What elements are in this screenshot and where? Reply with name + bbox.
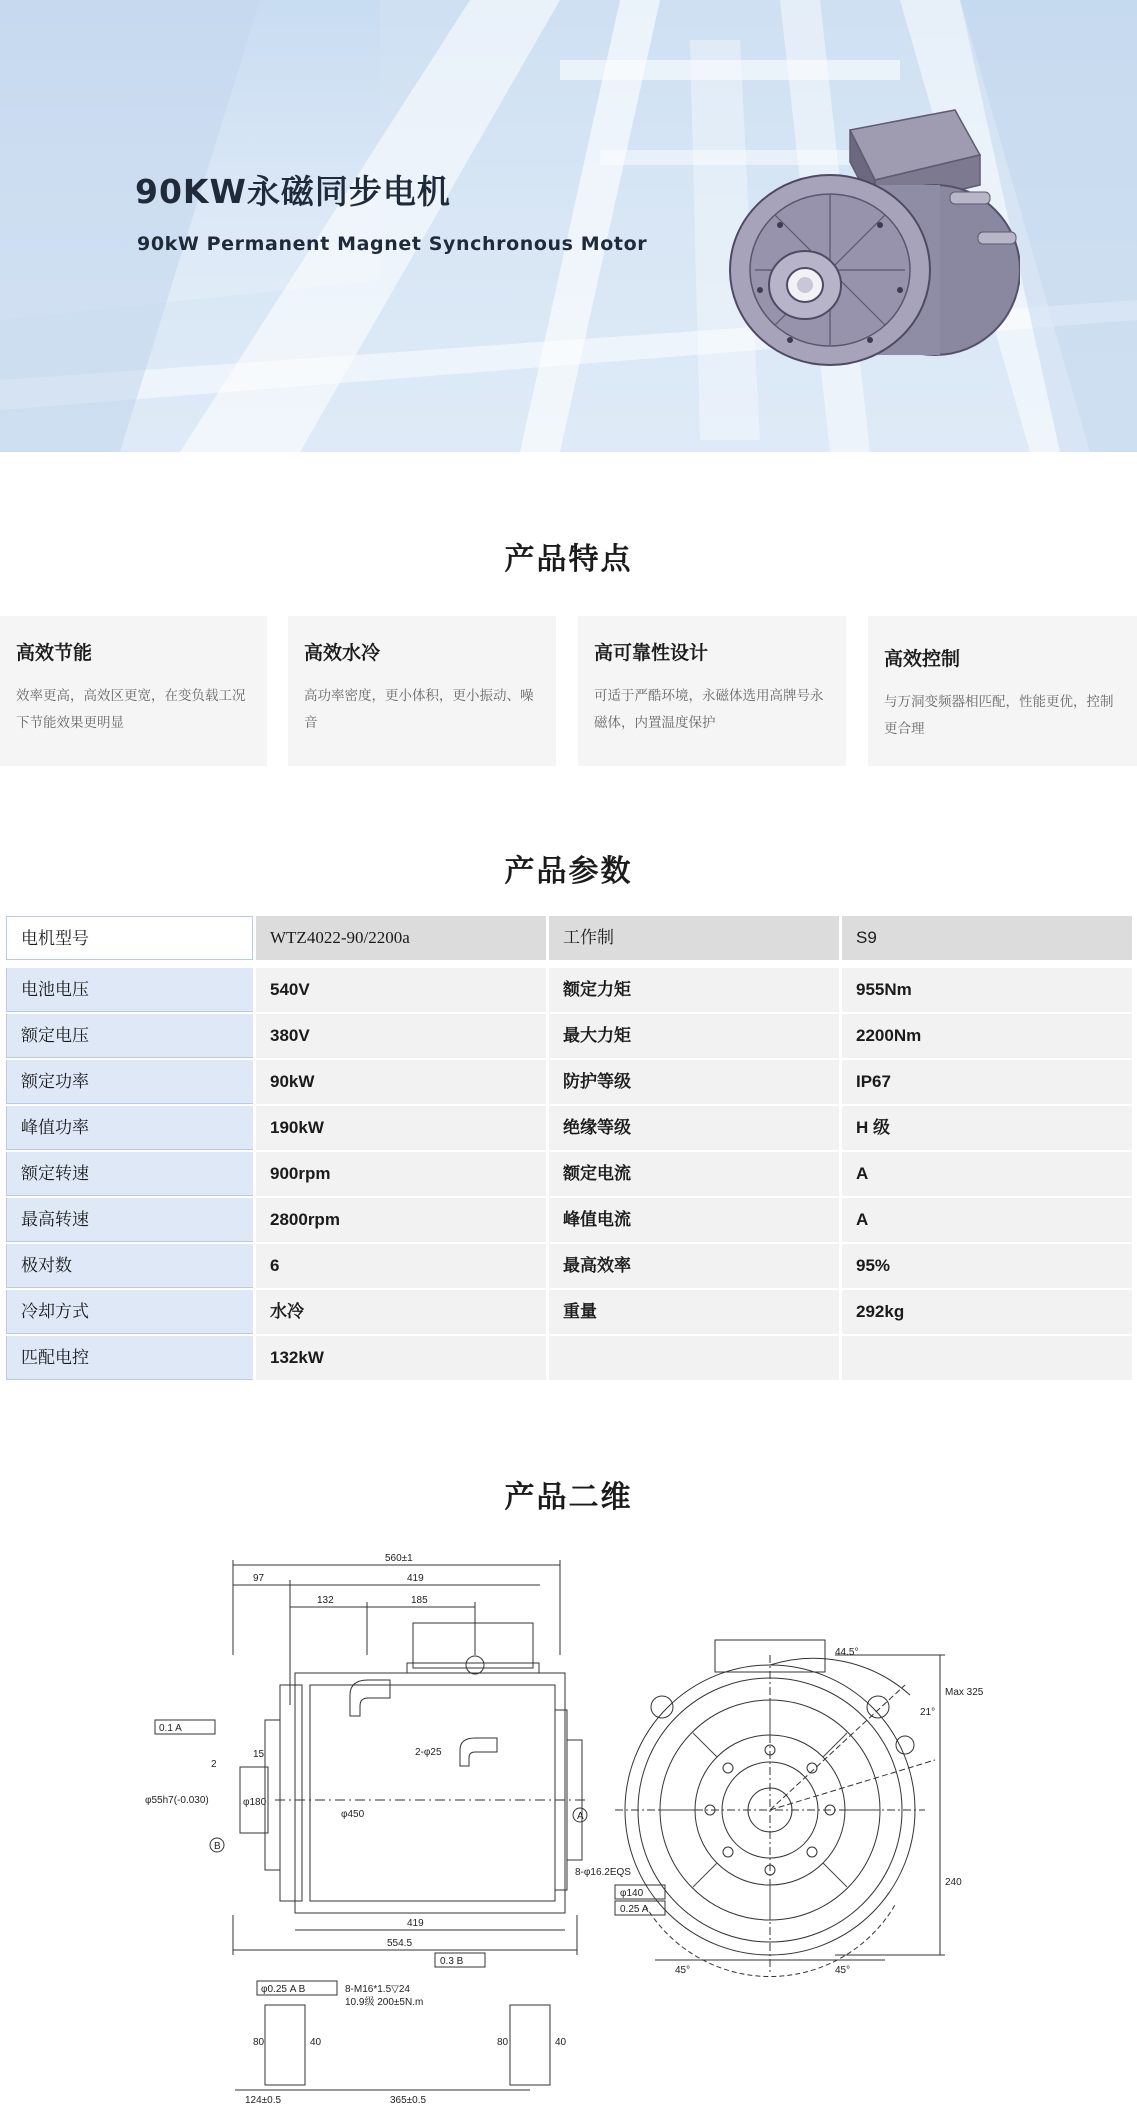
table-cell: 额定电压 xyxy=(6,1014,253,1058)
table-row xyxy=(6,1060,1132,1104)
params-section-title: 产品参数 xyxy=(504,854,633,889)
hero-title: 90KW永磁同步电机 xyxy=(135,172,451,211)
table-cell: 380V xyxy=(256,1014,546,1058)
feature-card-control xyxy=(868,616,1137,766)
feature-desc: 高功率密度，更小体积，更小振动、噪音 xyxy=(304,688,534,731)
dim-label: 8-φ16.2EQS xyxy=(575,1867,631,1878)
motor-2d-drawing xyxy=(145,1545,995,2105)
dim-label: 0.3 B xyxy=(440,1956,464,1967)
table-row xyxy=(6,968,1132,1012)
table-cell: 工作制 xyxy=(549,916,839,960)
table-cell: 最大力矩 xyxy=(549,1014,839,1058)
table-cell: 峰值电流 xyxy=(549,1198,839,1242)
table-cell: A xyxy=(842,1152,1132,1196)
dim-label: φ450 xyxy=(341,1809,365,1820)
table-cell: 95% xyxy=(842,1244,1132,1288)
feature-title: 高可靠性设计 xyxy=(594,642,709,664)
table-cell: 极对数 xyxy=(6,1244,253,1288)
dim-label: 419 xyxy=(407,1573,424,1584)
table-cell: 132kW xyxy=(256,1336,546,1380)
dim-label: 185 xyxy=(411,1595,428,1606)
table-cell: 2800rpm xyxy=(256,1198,546,1242)
table-cell: WTZ4022-90/2200a xyxy=(256,916,546,960)
table-cell: 绝缘等级 xyxy=(549,1106,839,1150)
dim-label: 132 xyxy=(317,1595,334,1606)
feature-title: 高效控制 xyxy=(884,648,961,670)
datum-label: A xyxy=(577,1811,584,1822)
dim-label: φ140 xyxy=(620,1888,644,1899)
dim-label: Max 325 xyxy=(945,1687,984,1698)
table-cell: 额定力矩 xyxy=(549,968,839,1012)
dim-label: 8-M16*1.5▽24 xyxy=(345,1984,410,1995)
table-cell: 峰值功率 xyxy=(6,1106,253,1150)
table-row xyxy=(6,1336,1132,1380)
table-cell: 额定转速 xyxy=(6,1152,253,1196)
table-cell xyxy=(842,1336,1132,1380)
table-cell: 190kW xyxy=(256,1106,546,1150)
feature-desc: 与万洞变频器相匹配，性能更优，控制更合理 xyxy=(884,694,1114,737)
feature-desc: 效率更高，高效区更宽，在变负载工况下节能效果更明显 xyxy=(16,688,246,731)
dim-label: 0.1 A xyxy=(159,1723,182,1734)
table-cell: A xyxy=(842,1198,1132,1242)
feature-card-efficiency xyxy=(0,616,267,766)
drawing-section-title: 产品二维 xyxy=(504,1480,633,1515)
dim-label: 560±1 xyxy=(385,1553,413,1564)
table-cell: H 级 xyxy=(842,1106,1132,1150)
dim-label: 80 xyxy=(497,2037,509,2048)
table-row xyxy=(6,1290,1132,1334)
dim-label: 45° xyxy=(675,1965,691,1976)
dim-label: 365±0.5 xyxy=(390,2095,427,2105)
table-cell: 额定功率 xyxy=(6,1060,253,1104)
table-cell: 冷却方式 xyxy=(6,1290,253,1334)
dim-label: 2-φ25 xyxy=(415,1747,442,1758)
dim-label: 419 xyxy=(407,1918,424,1929)
table-row xyxy=(6,1152,1132,1196)
table-row xyxy=(6,1014,1132,1058)
table-row xyxy=(6,1244,1132,1288)
feature-desc: 可适于严酷环境，永磁体选用高牌号永磁体，内置温度保护 xyxy=(594,688,824,731)
table-cell: 955Nm xyxy=(842,968,1132,1012)
motor-product-image xyxy=(720,100,1020,370)
table-header-row xyxy=(6,916,1132,960)
dim-label: φ55h7(-0.030) xyxy=(145,1795,209,1806)
dim-label: 10.9级 200±5N.m xyxy=(345,1997,424,2008)
dim-label: 44.5° xyxy=(835,1647,859,1658)
hero-banner xyxy=(0,0,1137,452)
table-cell: 540V xyxy=(256,968,546,1012)
dim-label: 97 xyxy=(253,1573,265,1584)
table-cell: 匹配电控 xyxy=(6,1336,253,1380)
dim-label: 15 xyxy=(253,1749,265,1760)
datum-label: B xyxy=(214,1841,221,1852)
feature-title: 高效水冷 xyxy=(304,642,381,664)
table-cell: 电机型号 xyxy=(6,916,253,960)
table-cell: 6 xyxy=(256,1244,546,1288)
table-cell: 额定电流 xyxy=(549,1152,839,1196)
table-row xyxy=(6,1198,1132,1242)
table-cell: 90kW xyxy=(256,1060,546,1104)
dim-label: 124±0.5 xyxy=(245,2095,282,2105)
table-cell xyxy=(549,1336,839,1380)
table-cell: 防护等级 xyxy=(549,1060,839,1104)
features-section-title: 产品特点 xyxy=(504,542,633,577)
hero-subtitle: 90kW Permanent Magnet Synchronous Motor xyxy=(137,233,648,255)
feature-title: 高效节能 xyxy=(16,642,93,664)
dim-label: 554.5 xyxy=(387,1938,413,1949)
dim-label: 45° xyxy=(835,1965,851,1976)
feature-card-reliability xyxy=(578,616,846,766)
table-cell: S9 xyxy=(842,916,1132,960)
table-cell: 900rpm xyxy=(256,1152,546,1196)
dim-label: 0.25 A xyxy=(620,1904,649,1915)
dim-label: 2 xyxy=(211,1759,217,1770)
table-cell: 最高转速 xyxy=(6,1198,253,1242)
table-cell: IP67 xyxy=(842,1060,1132,1104)
dim-label: 40 xyxy=(555,2037,567,2048)
dim-label: 21° xyxy=(920,1707,936,1718)
feature-card-water-cooling xyxy=(288,616,556,766)
table-cell: 水冷 xyxy=(256,1290,546,1334)
dim-label: 80 xyxy=(253,2037,265,2048)
dim-label: 40 xyxy=(310,2037,322,2048)
dim-label: φ0.25 A B xyxy=(261,1984,306,1995)
table-cell: 2200Nm xyxy=(842,1014,1132,1058)
table-cell: 电池电压 xyxy=(6,968,253,1012)
dim-label: 240 xyxy=(945,1877,962,1888)
table-cell: 最高效率 xyxy=(549,1244,839,1288)
table-cell: 重量 xyxy=(549,1290,839,1334)
dim-label: φ180 xyxy=(243,1797,267,1808)
table-row xyxy=(6,1106,1132,1150)
table-cell: 292kg xyxy=(842,1290,1132,1334)
